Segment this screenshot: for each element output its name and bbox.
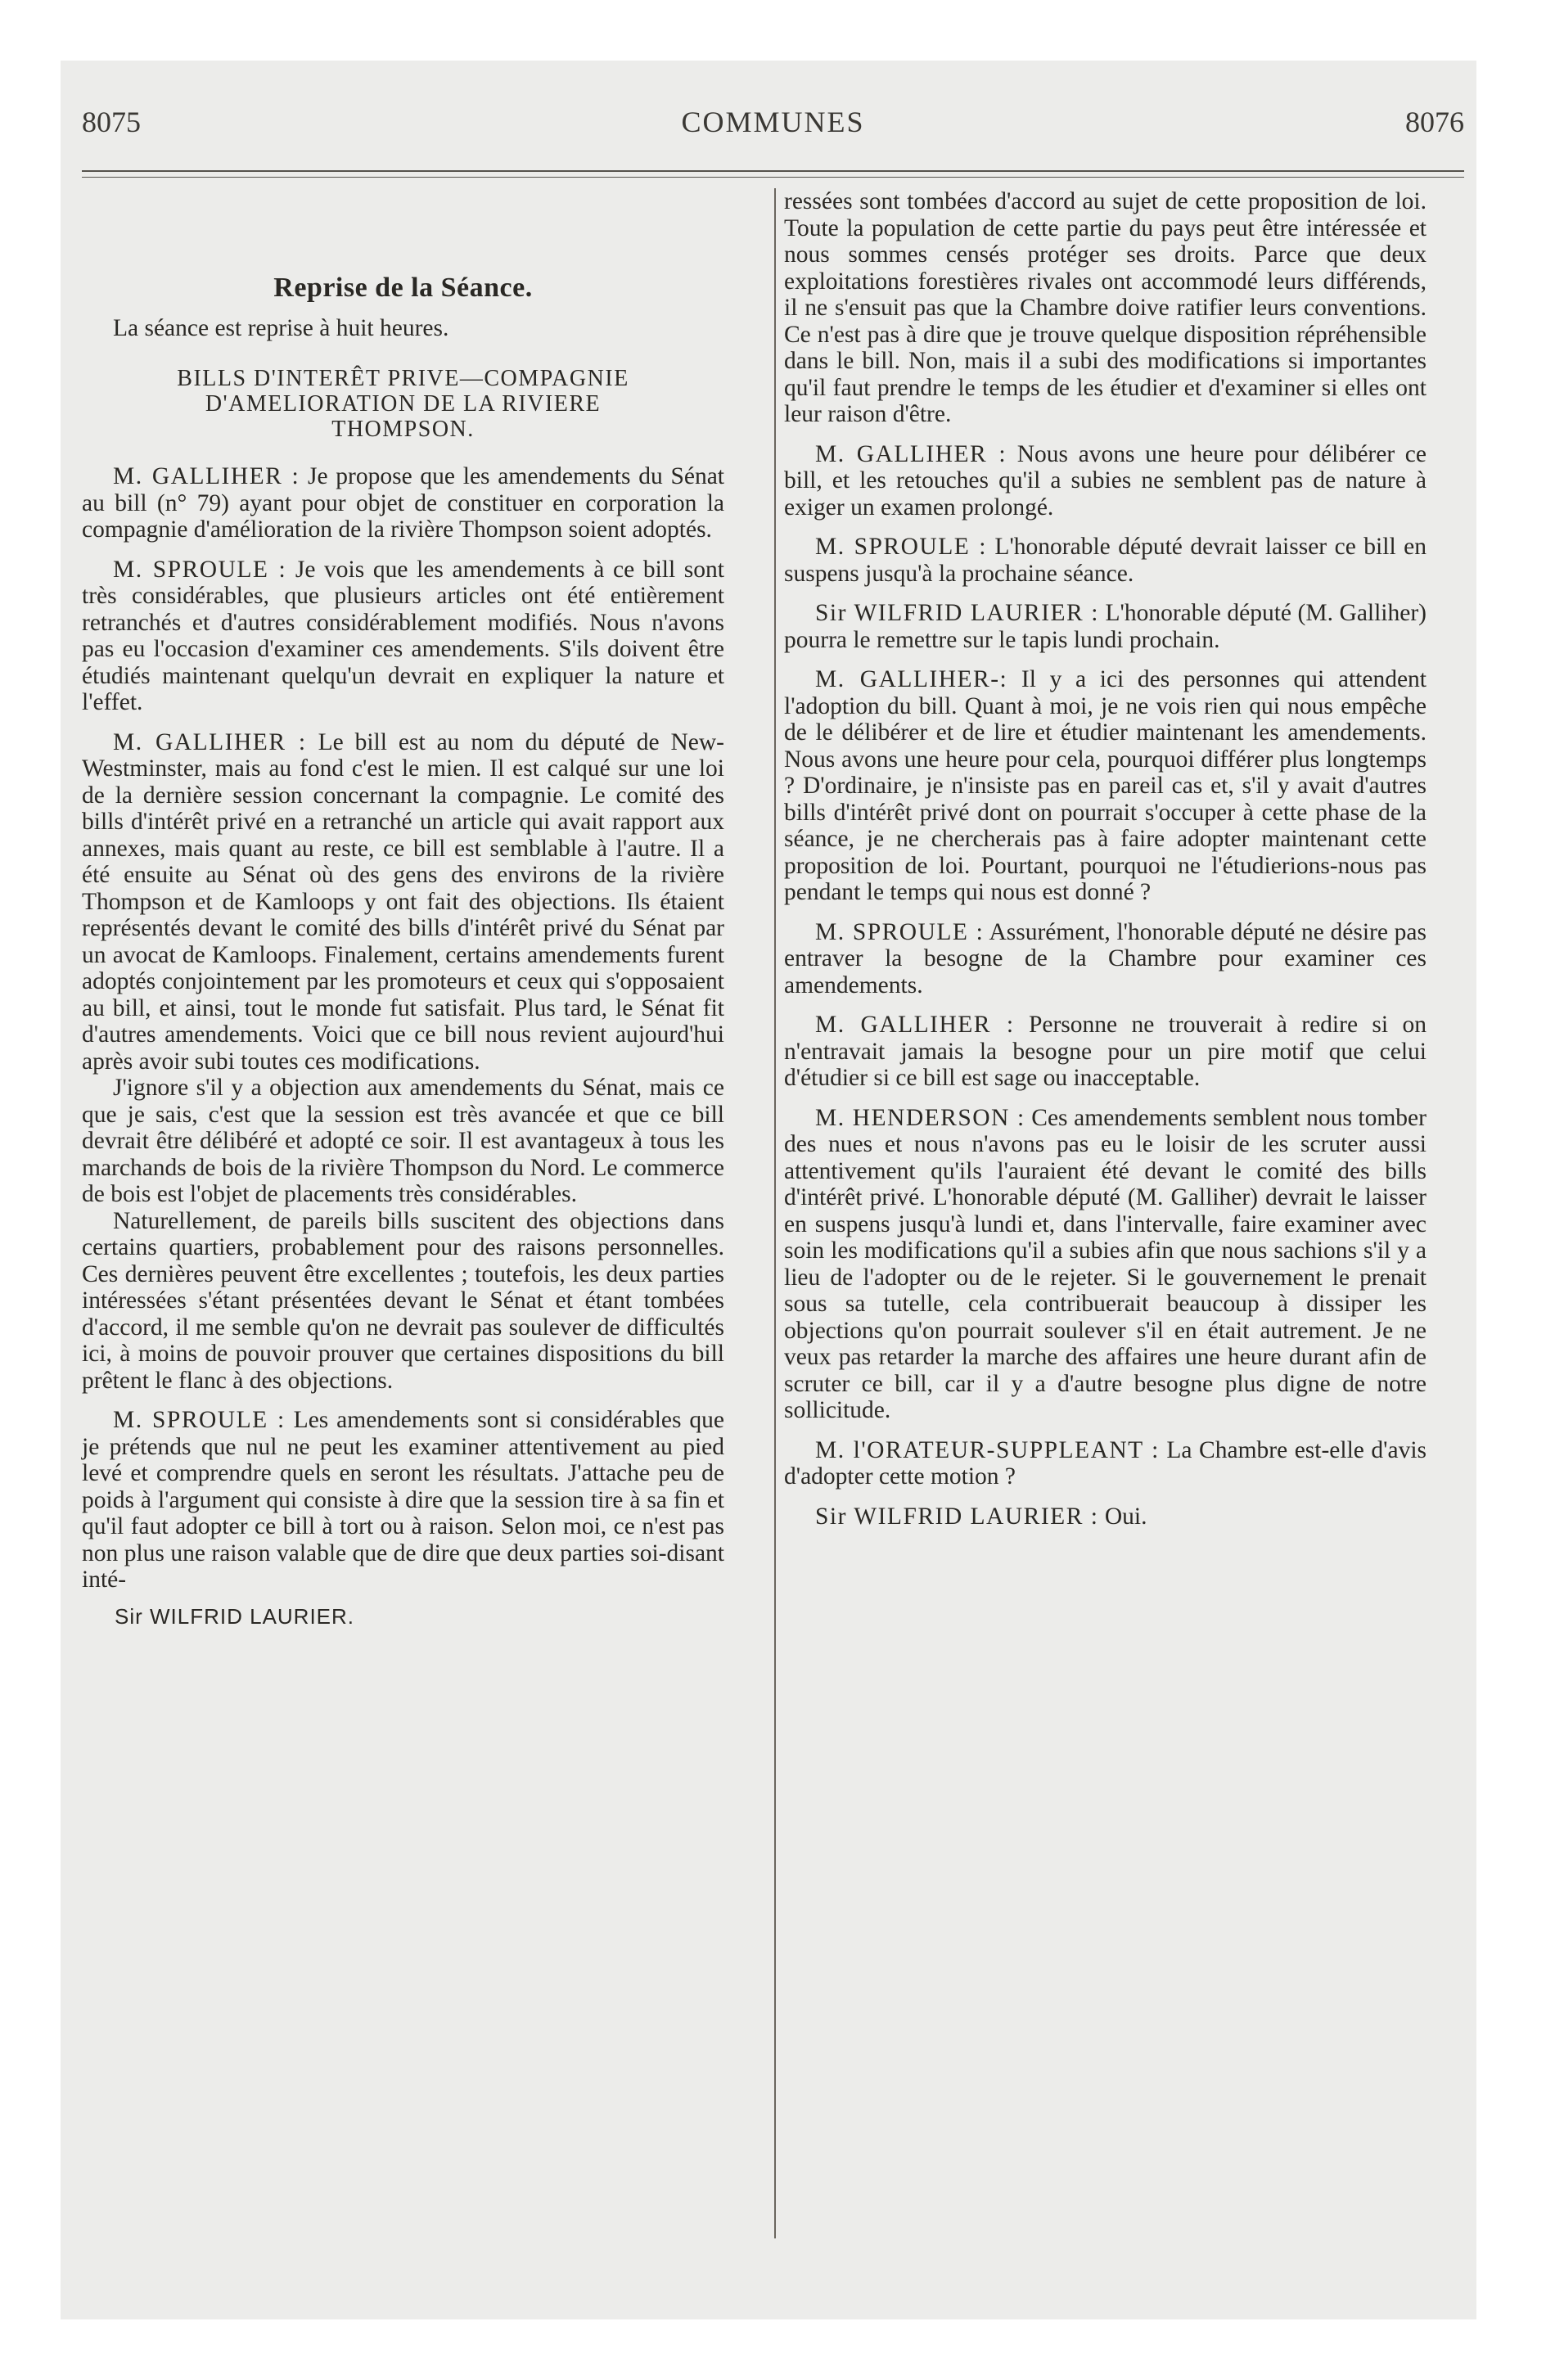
speech-paragraph (784, 1503, 1427, 1530)
speaker-name: M. SPROULE : (113, 556, 287, 583)
speaker-name: M. SPROULE : (815, 918, 985, 945)
speech-text: Nous avons une heure pour délibérer ce bill, et les retouches qu'il a subies ne semblent pas de nature à exiger un examen prolongé. (784, 440, 1427, 521)
speaker-name: M. SPROULE : (815, 534, 987, 560)
speaker-name: M. GALLIHER : (113, 463, 300, 489)
speech-text: Naturellement, de pareils bills suscitent des objections dans certains quartiers, probablement pour des raisons personnelles. Ces dernières peuvent être excellentes ; toutefois, les deux parties intéressées s'étant présentées devant le Sénat et étant tombées d'accord, il me semble qu'on ne devrait pas soulever de difficultés ici, à moins de pouvoir prouver que certaines dispositions du bill prêtent le flanc à des objections. (82, 1207, 724, 1394)
speech-text: Les amendements sont si considérables que je prétends que nul ne peut les examiner attentivement au pied levé et comprendre quels en seront les résultats. J'attache peu de poids à l'argument qui consiste à dire que la session tire à sa fin et qu'il faut adopter ce bill à tort ou à raison. Selon moi, ce n'est pas non plus une raison valable que de dire que deux parties soi-disant inté- (82, 1407, 724, 1593)
section-title: Reprise de la Séance. (273, 273, 533, 303)
speech-text: L'honorable député devrait laisser ce bill en suspens jusqu'à la prochaine séance. (784, 534, 1427, 587)
speaker-name: M. l'ORATEUR-SUPPLEANT : (815, 1436, 1160, 1463)
speaker-name: M. GALLIHER : (113, 728, 307, 755)
speech-paragraph (784, 441, 1427, 521)
running-title: COMMUNES (681, 106, 865, 138)
speech-text: La Chambre est-elle d'avis d'adopter cette motion ? (784, 1436, 1427, 1490)
page-trailer: Sir WILFRID LAURIER. (115, 1603, 355, 1629)
section-intro (82, 315, 724, 342)
page-number-right: 8076 (1405, 106, 1464, 138)
speech-paragraph (784, 188, 1427, 428)
speech-paragraph (784, 1012, 1427, 1092)
speech-text: Je vois que les amendements à ce bill sont très considérables, que plusieurs articles ont été entièrement retranchés et d'autres considérablement modifiés. Nous n'avons pas eu l'occasion d'examiner ces amendements. S'ils doivent être étudiés maintenant quelqu'un devrait en expliquer la nature et l'effet. (82, 556, 724, 715)
speech-text: Le bill est au nom du député de New-Westminster, mais au fond c'est le mien. Il est calqué sur une loi de la dernière session concernant la compagnie. Le comité des bills d'intérêt privé en a retranché un article qui avait rapport aux annexes, mais quant au reste, ce bill est semblable à l'autre. Il a été ensuite au Sénat où des gens des environs de la rivière Thompson et de Kamloops y ont fait des objections. Ils étaient représentés devant le comité des bills d'intérêt privé du Sénat par un avocat de Kamloops. Finalement, certains amendements furent adoptés conjointement par les promoteurs et ceux qui s'opposaient au bill, et ainsi, tout le monde fut satisfait. Plus tard, le Sénat fit d'autres amendements. Voici que ce bill nous revient aujourd'hui après avoir subi toutes ces modifications. (82, 728, 725, 1075)
bill-heading-line: BILLS D'INTERÊT PRIVE—COMPAGNIE (177, 366, 629, 391)
speech-paragraph (784, 666, 1427, 906)
speech-paragraph (784, 919, 1427, 999)
speaker-name: M. GALLIHER : (815, 440, 1007, 467)
header-rule-thin (82, 177, 1464, 178)
page-number-left: 8075 (82, 106, 141, 138)
speech-text: Oui. (1098, 1503, 1147, 1530)
speech-paragraph (82, 1407, 724, 1593)
bill-heading (82, 366, 724, 442)
speech-text: L'honorable député (M. Galliher) pourra le remettre sur le tapis lundi prochain. (784, 600, 1427, 653)
speech-text: J'ignore s'il y a objection aux amendements du Sénat, mais ce que je sais, c'est que la session est très avancée et que ce bill devrait être délibéré et adopté ce soir. Il est avantageux à tous les marchands de bois de la rivière Thompson du Nord. Le commerce de bois est l'objet de placements très considérables. (82, 1075, 724, 1207)
header-rule (82, 170, 1464, 172)
left-column (82, 188, 724, 1643)
speech-paragraph (784, 1105, 1427, 1424)
speaker-name: M. GALLIHER : (815, 1012, 1015, 1038)
column-divider (774, 188, 776, 2238)
page-header (82, 105, 1464, 154)
speech-paragraph (82, 729, 724, 1075)
bill-heading-line: D'AMELIORATION DE LA RIVIERE (205, 391, 602, 417)
speaker-name: M. SPROULE : (113, 1407, 286, 1433)
speech-text: ressées sont tombées d'accord au sujet de cette proposition de loi. Toute la population de cette partie du pays peut être intéressée et nous sommes censés protéger ses droits. Parce que deux exploitations forestières rivales ont accommodé leurs différends, il ne s'ensuit pas que la Chambre doive ratifier leurs conventions. Ce n'est pas à dire que je trouve quelque disposition répréhensible dans le bill. Non, mais il a subi des modifications si importantes qu'il faut prendre le temps de les étudier et d'examiner si elles ont leur raison d'être. (784, 188, 1427, 427)
speaker-name: M. GALLIHER-: (815, 666, 1008, 692)
speech-paragraph (82, 1075, 724, 1208)
speech-text: Ces amendements semblent nous tomber des nues et nous n'avons pas eu le loisir de les scruter aussi attentivement qu'ils l'auraient été devant le comité des bills d'intérêt privé. L'honorable député (M. Galliher) devrait le laisser en suspens jusqu'à lundi et, dans l'intervalle, faire examiner avec soin les modifications qu'il a subies afin que nous sachions s'il y a lieu de l'adopter ou de le rejeter. Si le gouvernement le prenait sous sa tutelle, cela contribuerait beaucoup à dissiper les objections qu'on pourrait soulever s'il en était autrement. Je ne veux pas retarder la marche des affaires une heure durant afin de scruter ce bill, car il y a d'autre besogne plus digne de notre sollicitude. (784, 1104, 1427, 1423)
speaker-name: M. HENDERSON : (815, 1104, 1025, 1131)
speech-paragraph (784, 600, 1427, 653)
speech-paragraph (784, 534, 1427, 587)
right-column (784, 188, 1427, 1543)
speech-text: Assurément, l'honorable député ne désire pas entraver la besogne de la Chambre pour examiner ces amendements. (784, 918, 1427, 998)
speaker-name: Sir WILFRID LAURIER : (815, 1503, 1099, 1530)
speaker-name: Sir WILFRID LAURIER : (815, 600, 1099, 626)
speech-paragraph (82, 463, 724, 543)
speech-text: Il y a ici des personnes qui attendent l'adoption du bill. Quant à moi, je ne vois rien qui nous empêche de le délibérer et de lire et étudier maintenant les amendements. Nous avons une heure pour cela, pourquoi différer plus longtemps ? D'ordinaire, je n'insiste pas en pareil cas et, s'il y avait d'autres bills d'intérêt privé dont on pourrait s'occuper à cette phase de la séance, je ne chercherais pas à faire adopter maintenant cette proposition de loi. Pourtant, pourquoi ne l'étudierions-nous pas pendant le temps qui nous est donné ? (784, 666, 1427, 905)
bill-heading-line: THOMPSON. (331, 417, 475, 442)
speech-text: Personne ne trouverait à redire si on n'entravait jamais la besogne pour un pire motif que celui d'étudier si ce bill est sage ou inacceptable. (784, 1012, 1427, 1091)
speech-text: Je propose que les amendements du Sénat au bill (n° 79) ayant pour objet de constituer en corporation la compagnie d'amélioration de la rivière Thompson soient adoptés. (82, 463, 724, 543)
speech-paragraph (784, 1437, 1427, 1490)
section-intro-text: La séance est reprise à huit heures. (113, 314, 449, 341)
speech-paragraph (82, 557, 724, 716)
speech-paragraph (82, 1208, 724, 1395)
